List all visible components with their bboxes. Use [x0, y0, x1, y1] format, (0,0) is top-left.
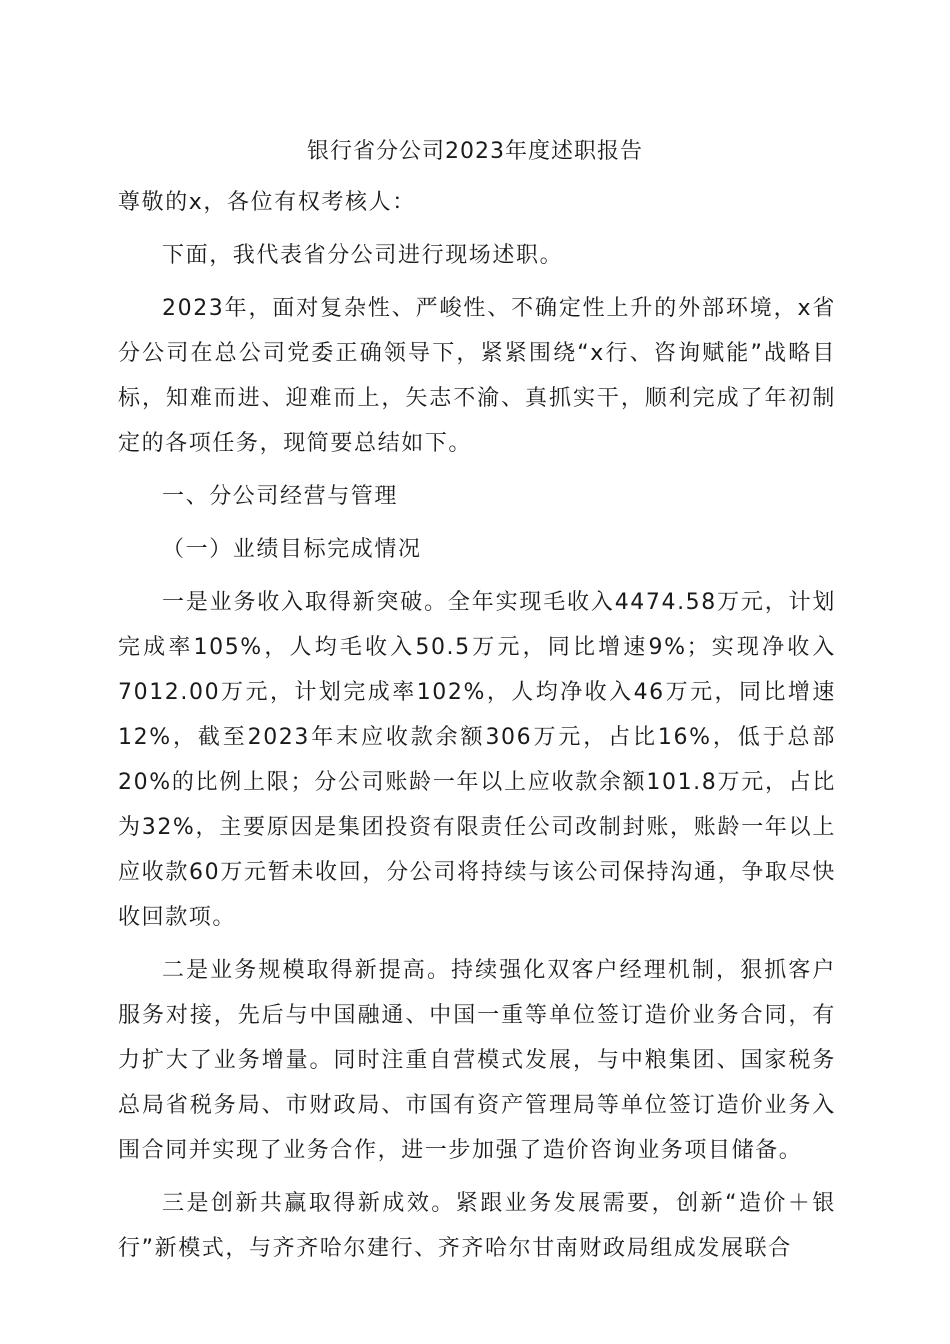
salutation: 尊敬的x，各位有权考核人：: [118, 190, 416, 215]
document-title: 银行省分公司2023年度述职报告: [307, 139, 643, 164]
paragraph-intro: 下面，我代表省分公司进行现场述职。: [162, 243, 564, 268]
document-body: [118, 180, 836, 1279]
paragraph-innovation: 三是创新共赢取得新成效。紧跟业务发展需要，创新“造价＋银行”新模式，与齐齐哈尔建行、齐齐哈尔甘南财政局组成发展联合: [118, 1191, 836, 1261]
section-heading: 一、分公司经营与管理: [162, 484, 399, 509]
paragraph-scale: 二是业务规模取得新提高。持续强化双客户经理机制，狠抓客户服务对接，先后与中国融通、中国一重等单位签订造价业务合同，有力扩大了业务增量。同时注重自营模式发展，与中粮集团、国家税务总局省税务局、市财政局、市国有资产管理局等单位签订造价业务入围合同并实现了业务合作，进一步加强了造价咨询业务项目储备。: [118, 958, 836, 1163]
paragraph-revenue: 一是业务收入取得新突破。全年实现毛收入4474.58万元，计划完成率105%，人均毛收入50.5万元，同比增速9%；实现净收入7012.00万元，计划完成率102%，人均净收入46万元，同比增速12%，截至2023年末应收款余额306万元，占比16%，低于总部20%的比例上限；分公司账龄一年以上应收款余额101.8万元，占比为32%，主要原因是集团投资有限责任公司改制封账，账龄一年以上应收款60万元暂未收回，分公司将持续与该公司保持沟通，争取尽快收回款项。: [118, 590, 836, 930]
subsection-heading: （一）业绩目标完成情况: [162, 537, 422, 562]
paragraph-overview: 2023年，面对复杂性、严峻性、不确定性上升的外部环境，x省分公司在总公司党委正确领导下，紧紧围绕“x行、咨询赋能”战略目标，知难而进、迎难而上，矢志不渝、真抓实干，顺利完成了年初制定的各项任务，现简要总结如下。: [118, 296, 836, 456]
